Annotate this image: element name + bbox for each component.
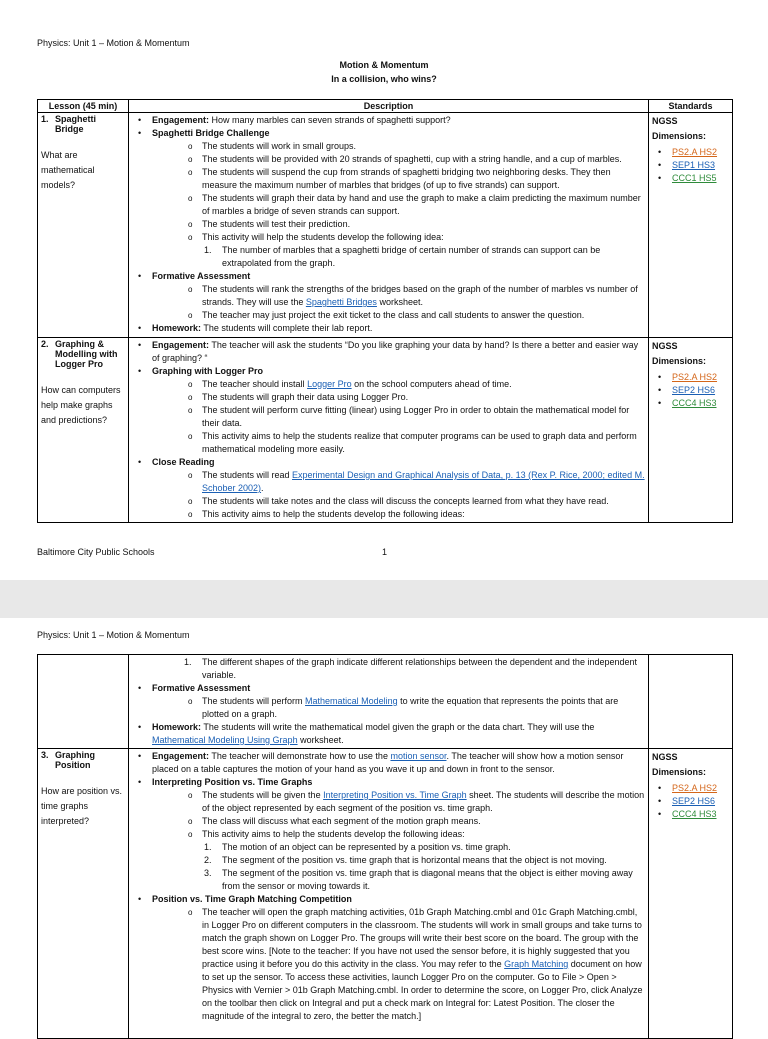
- list-item: o The students will suspend the cup from strands of spaghetti bridging two neighboring desks. They then measure the maximum number of marbles that bridges (of up to five strands) can support.: [202, 166, 645, 192]
- standard-link[interactable]: • PS2.A HS2: [672, 371, 729, 384]
- lesson-cell: 1. Spaghetti Bridge What are mathematical models?: [38, 113, 129, 338]
- footer-school: Baltimore City Public Schools: [37, 547, 155, 557]
- list-item: o The students will graph their data by hand and use the graph to make a claim predicting the maximum number of marbles a bridge of seven strands can support.: [202, 192, 645, 218]
- list-item: 1. The different shapes of the graph indicate different relationships between the dependent and the independent variable.: [202, 656, 645, 682]
- spaghetti-bridges-link[interactable]: Spaghetti Bridges: [305, 297, 377, 307]
- list-item: o The students will rank the strengths of the bridges based on the graph of the number of marbles vs number of strands. They will use the Spaghetti Bridges worksheet.: [202, 283, 645, 309]
- list-item: • Position vs. Time Graph Matching Competition o The teacher will open the graph matching activities, 01b Graph Matching.cmbl and 01c Graph Matching.cmbl, in Logger Pro on different computers in the classroom. The students will work in small groups and take turns to match the graph shown on Logger Pro. The groups will write their best score on the board. The group with the best score wins. [Note to the teacher: If you have not used the sensor before, it is highly suggested that you practice using it before you do this activity in the class. You may refer to the Graph Matching document on how to set up the sensor. To access these activities, launch Logger Pro on the computer. Go to File > Open > Physics with Vernier > 01b Graph Matching.cmbl. In order to determine the score, on Logger Pro, click Analyze on the toolbar then click on Integral and put a check mark on Integral for: Latest Position. The closer the magnitude of the integral to zero, the better the match.]: [152, 893, 645, 1023]
- list-item: • Formative Assessment o The students will perform Mathematical Modeling to write the equation that represents the points that are plotted on a graph.: [152, 682, 645, 721]
- standard-link[interactable]: • SEP1 HS3: [672, 159, 729, 172]
- list-item: o The students will test their prediction.: [202, 218, 645, 231]
- lesson-title: Spaghetti Bridge: [55, 114, 97, 134]
- lesson-title: Graphing Position: [55, 750, 95, 770]
- col-lesson: Lesson (45 min): [38, 100, 129, 113]
- page-header: Physics: Unit 1 – Motion & Momentum: [37, 38, 190, 48]
- standard-link[interactable]: • PS2.A HS2: [672, 146, 729, 159]
- graph-matching-link[interactable]: Graph Matching: [504, 959, 569, 969]
- lesson-cell: [38, 655, 129, 749]
- page-header: Physics: Unit 1 – Motion & Momentum: [37, 630, 190, 640]
- description-cell: [129, 655, 649, 749]
- list-item: • Formative Assessment o The students will rank the strengths of the bridges based on the graph of the number of marbles vs number of strands. They will use the Spaghetti Bridges worksheet. o The teacher may just project the exit ticket to the class and call students to answer the question.: [152, 270, 645, 322]
- standard-link[interactable]: • CCC4 HS3: [672, 397, 729, 410]
- list-item: 3. The segment of the position vs. time graph that is diagonal means that the object is either moving away from the sensor or moving towards it.: [222, 867, 645, 893]
- list-item: • Graphing with Logger Pro o The teacher should install Logger Pro on the school computers ahead of time. o The students will graph their data using Logger Pro. o The student will perform curve fitting (linear) using Logger Pro in order to obtain the mathematical model for their data. o This activity aims to help the students realize that computer programs can be used to graph data and perform mathematical modeling more easily.: [152, 365, 645, 456]
- list-item: o The class will discuss what each segment of the motion graph means.: [202, 815, 645, 828]
- list-item: o This activity aims to help the students develop the following ideas:: [202, 828, 645, 841]
- list-item: o The students will take notes and the class will discuss the concepts learned from what they have read.: [202, 495, 645, 508]
- standards-cell: [649, 338, 733, 523]
- list-item: 1. The motion of an object can be represented by a position vs. time graph.: [222, 841, 645, 854]
- table-row-lesson-1: [38, 113, 733, 338]
- description-cell: [129, 749, 649, 1039]
- logger-pro-link[interactable]: Logger Pro: [307, 379, 352, 389]
- page-gap: [0, 580, 768, 618]
- standards-cell: [649, 655, 733, 749]
- lesson-table-page1: [37, 99, 733, 523]
- ngss-label: NGSS Dimensions:: [652, 752, 707, 777]
- list-item: o The students will work in small groups.: [202, 140, 645, 153]
- standard-link[interactable]: • PS2.A HS2: [672, 782, 729, 795]
- footer-page-number: 1: [382, 547, 388, 557]
- list-item: o The students will graph their data using Logger Pro.: [202, 391, 645, 404]
- ngss-label: NGSS Dimensions:: [652, 341, 707, 366]
- standard-link[interactable]: • CCC4 HS3: [672, 808, 729, 821]
- modeling-worksheet-link[interactable]: Mathematical Modeling Using Graph: [152, 735, 298, 745]
- interpreting-graph-link[interactable]: Interpreting Position vs. Time Graph: [323, 790, 467, 800]
- list-item: o The students will be given the Interpreting Position vs. Time Graph sheet. The students will describe the motion of the object represented by each segment of the position vs. time graph.: [202, 789, 645, 815]
- lesson-question: How are position vs. time graphs interpreted?: [41, 786, 123, 826]
- standard-link[interactable]: • SEP2 HS6: [672, 795, 729, 808]
- list-item: o The students will perform Mathematical Modeling to write the equation that represents the points that are plotted on a graph.: [202, 695, 645, 721]
- col-standards: Standards: [649, 100, 733, 113]
- lesson-table-page2: [37, 654, 733, 1039]
- list-item: o This activity will help the students develop the following idea:: [202, 231, 645, 244]
- table-row-lesson-3: [38, 749, 733, 1039]
- description-cell: [129, 338, 649, 523]
- lesson-question: How can computers help make graphs and predictions?: [41, 385, 121, 425]
- document-subtitle: In a collision, who wins?: [331, 74, 437, 84]
- lesson-question: What are mathematical models?: [41, 150, 95, 190]
- list-item: o This activity aims to help the students develop the following ideas:: [202, 508, 645, 521]
- standard-link[interactable]: • SEP2 HS6: [672, 384, 729, 397]
- list-item: o The students will read Experimental Design and Graphical Analysis of Data, p. 13 (Rex P. Rice, 2000; edited M. Schober 2002).: [202, 469, 645, 495]
- list-item: 1. The number of marbles that a spaghetti bridge of certain number of strands can support can be extrapolated from the graph.: [222, 244, 645, 270]
- lesson-title: Graphing & Modelling with Logger Pro: [55, 339, 118, 369]
- list-item: • Interpreting Position vs. Time Graphs o The students will be given the Interpreting Position vs. Time Graph sheet. The students will describe the motion of the object represented by each segment of the position vs. time graph. o The class will discuss what each segment of the motion graph means. o This activity aims to help the students develop the following ideas: 1. The motion of an object can be represented by a position vs. time graph. 2. The segment of the position vs. time graph that is horizontal means that the object is not moving. 3. The segment of the position vs. time graph that is diagonal means that the object is either moving away from the sensor or moving towards it.: [152, 776, 645, 893]
- list-item: • Close Reading o The students will read Experimental Design and Graphical Analysis of Data, p. 13 (Rex P. Rice, 2000; edited M. Schober 2002). o The students will take notes and the class will discuss the concepts learned from what they have read. o This activity aims to help the students develop the following ideas:: [152, 456, 645, 521]
- list-item: • Engagement: How many marbles can seven strands of spaghetti support?: [152, 114, 645, 127]
- reading-link[interactable]: Experimental Design and Graphical Analysis of Data, p. 13 (Rex P. Rice, 2000; edited M. Schober 2002): [202, 470, 645, 493]
- table-row-continued: [38, 655, 733, 749]
- list-item: • Spaghetti Bridge Challenge o The students will work in small groups. o The students will be provided with 20 strands of spaghetti, cup with a string handle, and a cup of marbles. o The students will suspend the cup from strands of spaghetti bridging two neighboring desks. They then measure the maximum number of marbles that bridges (of up to five strands) can support. o The students will graph their data by hand and use the graph to make a claim predicting the maximum number of marbles a bridge of seven strands can support. o The students will test their prediction. o This activity will help the students develop the following idea: 1. The number of marbles that a spaghetti bridge of certain number of strands can support can be extrapolated from the graph.: [152, 127, 645, 270]
- list-item: • Homework: The students will write the mathematical model given the graph or the data chart. They will use the Mathematical Modeling Using Graph worksheet.: [152, 721, 645, 747]
- lesson-cell: 3. Graphing Position How are position vs. time graphs interpreted?: [38, 749, 129, 1039]
- list-item: • Homework: The students will complete their lab report.: [152, 322, 645, 335]
- description-cell: [129, 113, 649, 338]
- list-item: • Engagement: The teacher will ask the students “Do you like graphing your data by hand? Is there a better and easier way of graphing? “: [152, 339, 645, 365]
- table-header-row: [38, 100, 733, 113]
- list-item: o The teacher may just project the exit ticket to the class and call students to answer the question.: [202, 309, 645, 322]
- col-description: Description: [129, 100, 649, 113]
- standards-cell: [649, 749, 733, 1039]
- lesson-cell: 2. Graphing & Modelling with Logger Pro How can computers help make graphs and predictions?: [38, 338, 129, 523]
- list-item: o The student will perform curve fitting (linear) using Logger Pro in order to obtain the mathematical model for their data.: [202, 404, 645, 430]
- list-item: o The teacher will open the graph matching activities, 01b Graph Matching.cmbl and 01c Graph Matching.cmbl, in Logger Pro on different computers in the classroom. The students will work in small groups and take turns to match the graph shown on Logger Pro. The groups will write their best score on the board. The group with the best score wins. [Note to the teacher: If you have not used the sensor before, it is highly suggested that you practice using it before you do this activity in the class. You may refer to the Graph Matching document on how to set up the sensor. To access these activities, launch Logger Pro on the computer. Go to File > Open > Physics with Vernier > 01b Graph Matching.cmbl. In order to determine the score, on Logger Pro, click Analyze on the toolbar then click on Integral and put a check mark on Integral for: Latest Position. The closer the magnitude of the integral to zero, the better the match.]: [202, 906, 645, 1023]
- list-item: • Engagement: The teacher will demonstrate how to use the motion sensor. The teacher will show how a motion sensor placed on a table captures the motion of your hand as you wave it up and down in front to the sensor.: [152, 750, 645, 776]
- mathematical-modeling-link[interactable]: Mathematical Modeling: [305, 696, 398, 706]
- list-item: 2. The segment of the position vs. time graph that is horizontal means that the object is not moving.: [222, 854, 645, 867]
- table-row-lesson-2: [38, 338, 733, 523]
- ngss-label: NGSS Dimensions:: [652, 116, 707, 141]
- list-item: o The teacher should install Logger Pro on the school computers ahead of time.: [202, 378, 645, 391]
- list-item: o The students will be provided with 20 strands of spaghetti, cup with a string handle, and a cup of marbles.: [202, 153, 645, 166]
- standards-cell: [649, 113, 733, 338]
- document-title: Motion & Momentum: [339, 60, 429, 70]
- list-item: o This activity aims to help the students realize that computer programs can be used to graph data and perform mathematical modeling more easily.: [202, 430, 645, 456]
- motion-sensor-link[interactable]: motion sensor: [390, 751, 447, 761]
- standard-link[interactable]: • CCC1 HS5: [672, 172, 729, 185]
